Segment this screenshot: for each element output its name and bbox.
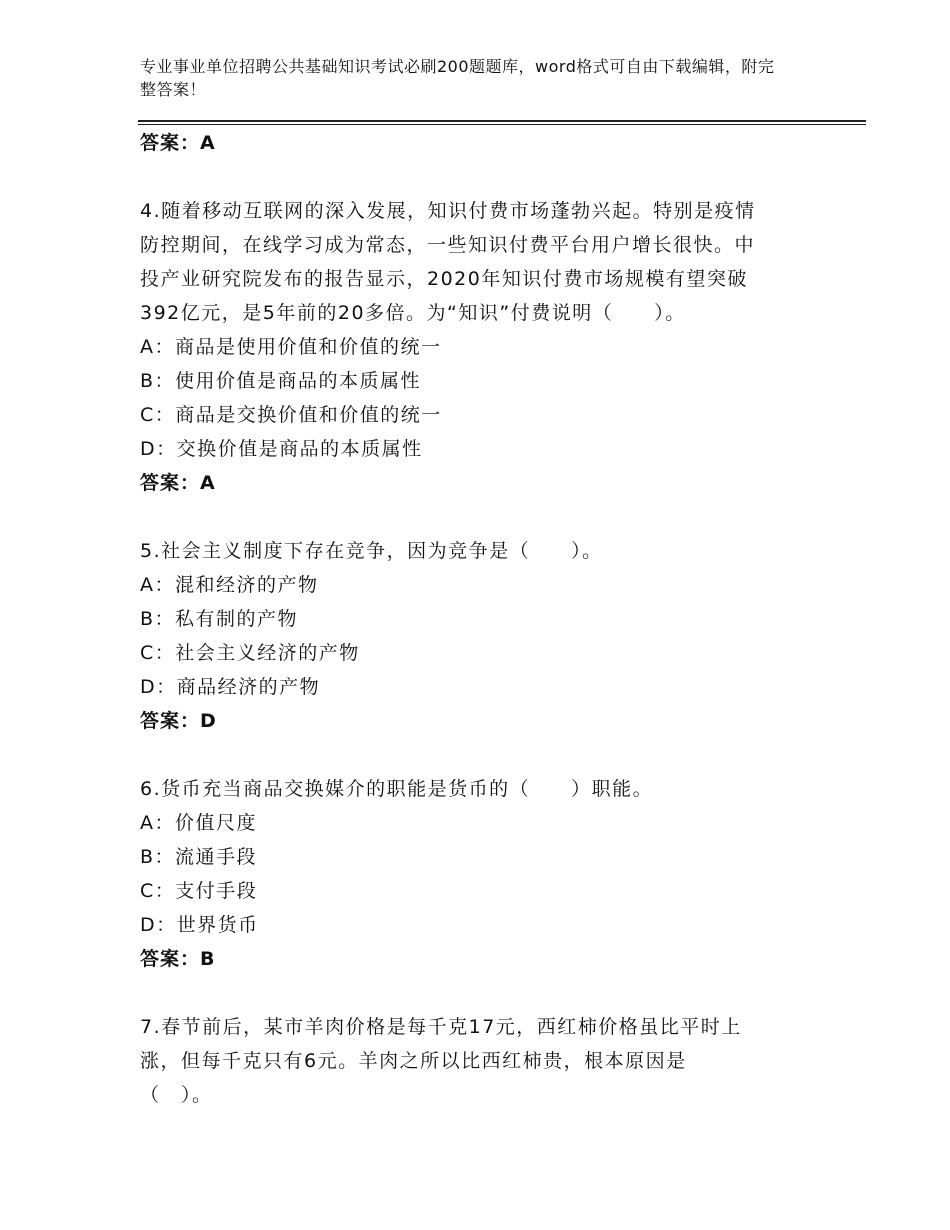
option-c: C：商品是交换价值和价值的统一 (140, 404, 442, 426)
option-c: C：支付手段 (140, 880, 258, 902)
answer-previous: 答案：A (140, 132, 216, 154)
header-rule-thick (138, 120, 866, 122)
option-d: D：商品经济的产物 (140, 676, 321, 698)
question-stem: 6.货币充当商品交换媒介的职能是货币的（ ）职能。 (140, 778, 654, 800)
question-list (140, 126, 820, 1112)
option-b: B：使用价值是商品的本质属性 (140, 370, 422, 392)
question-4 (140, 194, 820, 500)
question-stem: 5.社会主义制度下存在竞争，因为竞争是（ ）。 (140, 540, 603, 562)
question-5 (140, 534, 820, 738)
option-b: B：私有制的产物 (140, 608, 299, 630)
question-7 (140, 1010, 820, 1112)
option-a: A：混和经济的产物 (140, 574, 319, 596)
option-d: D：世界货币 (140, 914, 259, 936)
answer: 答案：A (140, 472, 216, 494)
option-d: D：交换价值是商品的本质属性 (140, 438, 423, 460)
page-header: 专业事业单位招聘公共基础知识考试必刷200题题库，word格式可自由下载编辑，附完整答案！ (140, 57, 775, 99)
option-b: B：流通手段 (140, 846, 258, 868)
answer: 答案：B (140, 948, 216, 970)
option-a: A：价值尺度 (140, 812, 257, 834)
option-c: C：社会主义经济的产物 (140, 642, 360, 664)
question-6 (140, 772, 820, 976)
question-stem: 7.春节前后，某市羊肉价格是每千克17元，西红柿价格虽比平时上 涨，但每千克只有6元。羊肉之所以比西红柿贵，根本原因是 （ ）。 (140, 1016, 742, 1106)
question-stem: 4.随着移动互联网的深入发展，知识付费市场蓬勃兴起。特别是疫情 防控期间，在线学习成为常态，一些知识付费平台用户增长很快。中 投产业研究院发布的报告显示，2020年知识付费市场规模有望突破 392亿元，是5年前的20多倍。为“知识”付费说明（ ）。 (140, 200, 756, 324)
answer: 答案：D (140, 710, 217, 732)
header-rule-thin (138, 124, 866, 125)
option-a: A：商品是使用价值和价值的统一 (140, 336, 442, 358)
